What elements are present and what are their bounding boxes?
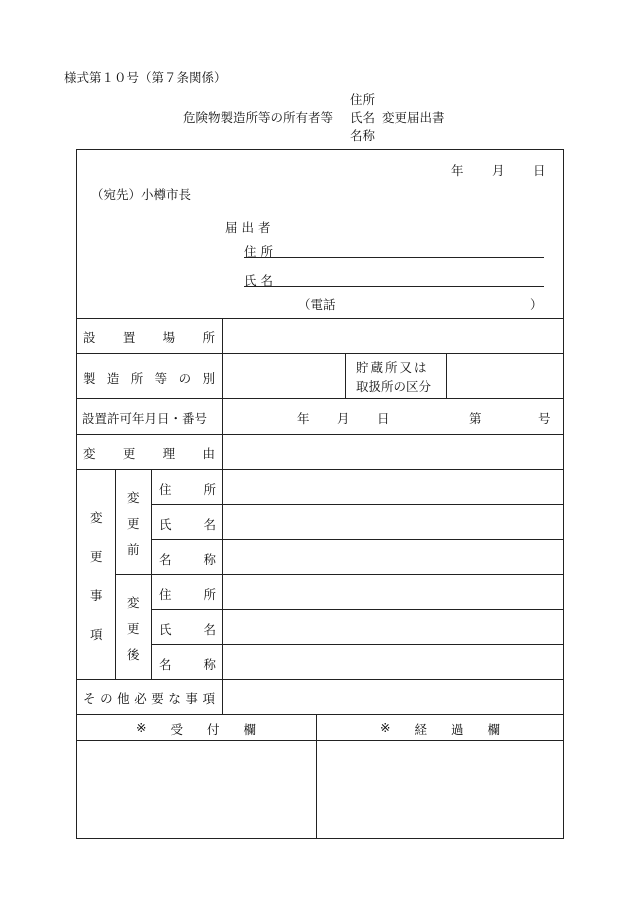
label-facility-type: 製 造 所 等 の 別	[83, 371, 215, 386]
after-1: 変	[127, 595, 140, 610]
progress-box[interactable]	[317, 741, 563, 838]
progress-header: ※ 経 過 欄	[380, 720, 500, 737]
after-corp-field[interactable]	[223, 645, 563, 679]
reception-box[interactable]	[77, 741, 316, 838]
form-number: 様式第１０号（第７条関係）	[64, 70, 227, 85]
name-label: 氏 名	[244, 273, 273, 288]
before-corp-label: 名 称	[159, 552, 216, 567]
title-stack-address: 住所	[350, 92, 376, 107]
after-address-field[interactable]	[223, 575, 563, 609]
change-items-4: 項	[90, 627, 103, 642]
reception-header: ※ 受 付 欄	[136, 720, 256, 737]
storage-label-1: 貯蔵所又は	[356, 360, 429, 375]
before-name-field[interactable]	[223, 505, 563, 539]
name-line[interactable]	[244, 286, 544, 287]
label-other: そ の 他 必 要 な 事 項	[83, 691, 215, 706]
permit-month: 月	[337, 411, 350, 426]
before-name-label: 氏 名	[159, 517, 216, 532]
storage-label-2: 取扱所の区分	[356, 379, 432, 394]
date-day: 日	[533, 163, 546, 178]
change-items-1: 変	[90, 510, 103, 525]
before-3: 前	[127, 542, 140, 557]
permit-no-suffix: 号	[538, 411, 551, 426]
storage-class-field[interactable]	[447, 354, 563, 398]
label-location: 設 置 場 所	[83, 330, 215, 345]
address-label: 住 所	[244, 244, 273, 259]
date-month: 月	[492, 163, 505, 178]
before-corp-field[interactable]	[223, 540, 563, 574]
permit-day: 日	[377, 411, 390, 426]
before-1: 変	[127, 490, 140, 505]
phone-close: ）	[530, 297, 543, 312]
title-stack-corp: 名称	[350, 128, 376, 143]
after-name-label: 氏 名	[159, 622, 216, 637]
title-lead: 危険物製造所等の所有者等	[183, 110, 334, 125]
permit-year: 年	[297, 411, 310, 426]
location-field[interactable]	[223, 319, 563, 353]
label-permit: 設置許可年月日・番号	[82, 411, 208, 426]
after-name-field[interactable]	[223, 610, 563, 644]
address-line[interactable]	[244, 257, 544, 258]
after-corp-label: 名 称	[159, 657, 216, 672]
permit-no-prefix: 第	[469, 411, 482, 426]
change-items-3: 事	[90, 588, 103, 603]
date-year: 年	[451, 163, 464, 178]
before-address-label: 住 所	[159, 482, 216, 497]
facility-type-field[interactable]	[223, 354, 345, 398]
reason-field[interactable]	[223, 435, 563, 469]
notifier-label: 届 出 者	[225, 220, 271, 235]
phone-open: （電話	[298, 297, 336, 312]
title-stack-name: 氏名	[350, 110, 376, 125]
other-field[interactable]	[223, 680, 563, 714]
after-2: 更	[127, 621, 140, 636]
label-reason: 変 更 理 由	[83, 446, 215, 461]
after-address-label: 住 所	[159, 587, 216, 602]
after-3: 後	[127, 647, 140, 662]
addressee: （宛先）小樽市長	[91, 187, 192, 202]
change-items-2: 更	[90, 549, 103, 564]
before-address-field[interactable]	[223, 470, 563, 504]
title-tail: 変更届出書	[382, 110, 445, 125]
before-2: 更	[127, 516, 140, 531]
